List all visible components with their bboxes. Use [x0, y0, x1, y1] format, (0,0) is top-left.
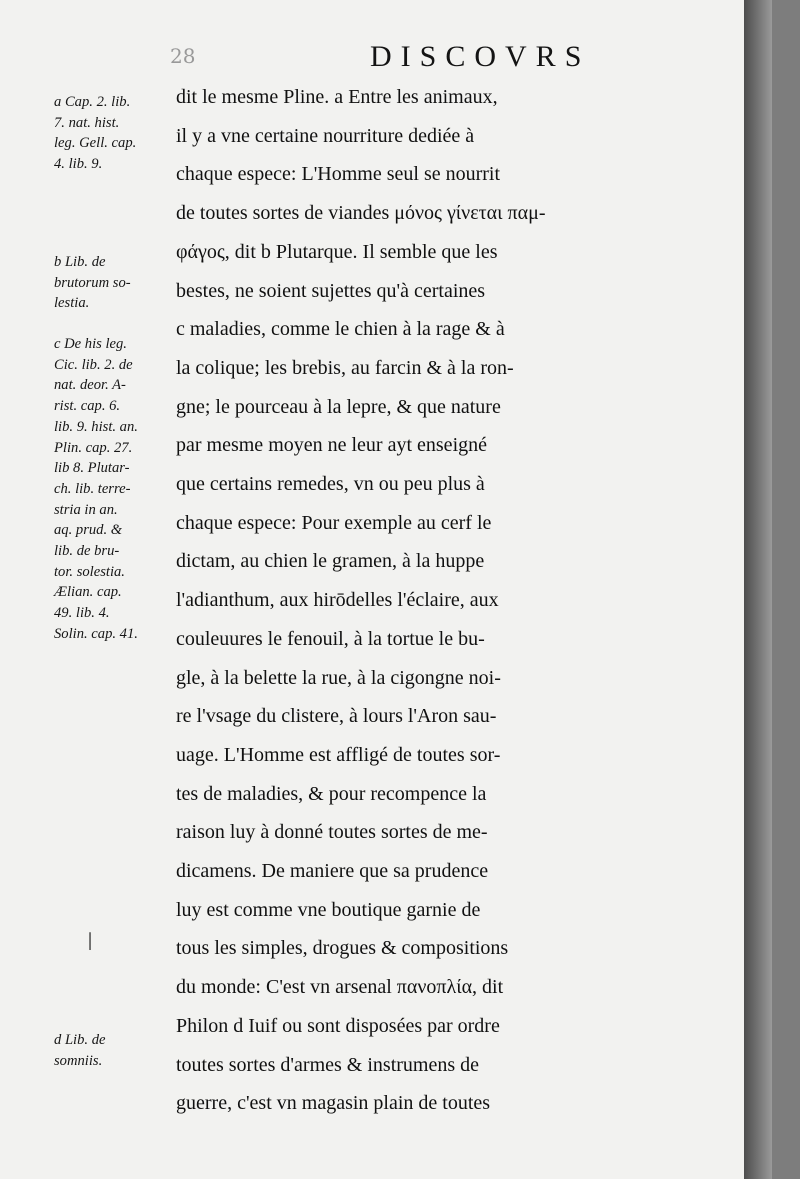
text-line: chaque espece: Pour exemple au cerf le	[176, 511, 492, 534]
text-line: du monde: C'est vn arsenal πανοπλία, dit	[176, 976, 504, 999]
text-line: bestes, ne soient sujettes qu'à certaines	[176, 279, 486, 302]
text-line: re l'vsage du clistere, à lours l'Aron sau-	[176, 705, 497, 728]
text-line: que certains remedes, vn ou peu plus à	[176, 473, 485, 495]
text-line: de toutes sortes de viandes μόνος γίνεται παμ-	[176, 202, 546, 225]
running-head: DISCOVRS	[370, 40, 591, 73]
margin-note-a: a Cap. 2. lib. 7. nat. hist. leg. Gell. cap. 4. lib. 9.	[54, 94, 137, 173]
stray-mark: |	[87, 930, 94, 951]
text-line: tous les simples, drogues & compositions	[176, 937, 509, 960]
text-line: chaque espece: L'Homme seul se nourrit	[176, 163, 501, 186]
page-header	[160, 40, 760, 76]
text-line: guerre, c'est vn magasin plain de toutes	[176, 1092, 491, 1115]
text-line: l'adianthum, aux hirōdelles l'éclaire, aux	[176, 589, 499, 612]
text-line: la colique; les brebis, au farcin & à la ron-	[176, 356, 514, 379]
margin-notes	[54, 92, 182, 1172]
main-text	[176, 78, 742, 1158]
page-gutter-shadow	[744, 0, 772, 1179]
margin-note-d: d Lib. de somniis.	[54, 1032, 106, 1069]
text-line: c maladies, comme le chien à la rage & à	[176, 318, 505, 341]
margin-note-c: c De his leg. Cic. lib. 2. de nat. deor. A- rist. cap. 6. lib. 9. hist. an. Plin. cap. 27. lib 8. Plutar- ch. lib. terre- stria in an. aq. prud. & lib. de bru- tor. solestia. Ælian. cap. 49. lib. 4. Solin. cap. 41.	[54, 336, 138, 642]
text-line: tes de maladies, & pour recompence la	[176, 782, 487, 805]
margin-note-b: b Lib. de brutorum so- lestia.	[54, 254, 131, 312]
text-line: luy est comme vne boutique garnie de	[176, 898, 481, 921]
text-line: uage. L'Homme est affligé de toutes sor-	[176, 743, 501, 766]
text-line: gle, à la belette la rue, à la cigongne noi-	[176, 666, 501, 689]
text-line: φάγος, dit b Plutarque. Il semble que les	[176, 240, 498, 263]
text-line: dictam, au chien le gramen, à la huppe	[176, 550, 485, 573]
text-line: gne; le pourceau à la lepre, & que nature	[176, 395, 501, 418]
text-line: dit le mesme Pline. a Entre les animaux,	[176, 86, 498, 108]
text-line: raison luy à donné toutes sortes de me-	[176, 821, 488, 844]
text-line: toutes sortes d'armes & instrumens de	[176, 1053, 479, 1076]
folio-number: 28	[170, 44, 196, 68]
text-line: dicamens. De maniere que sa prudence	[176, 860, 489, 882]
text-line: Philon d Iuif ou sont disposées par ordre	[176, 1014, 500, 1037]
text-line: il y a vne certaine nourriture dediée à	[176, 124, 475, 147]
text-line: couleuures le fenouil, à la tortue le bu-	[176, 627, 485, 650]
text-line: par mesme moyen ne leur ayt enseigné	[176, 434, 487, 457]
